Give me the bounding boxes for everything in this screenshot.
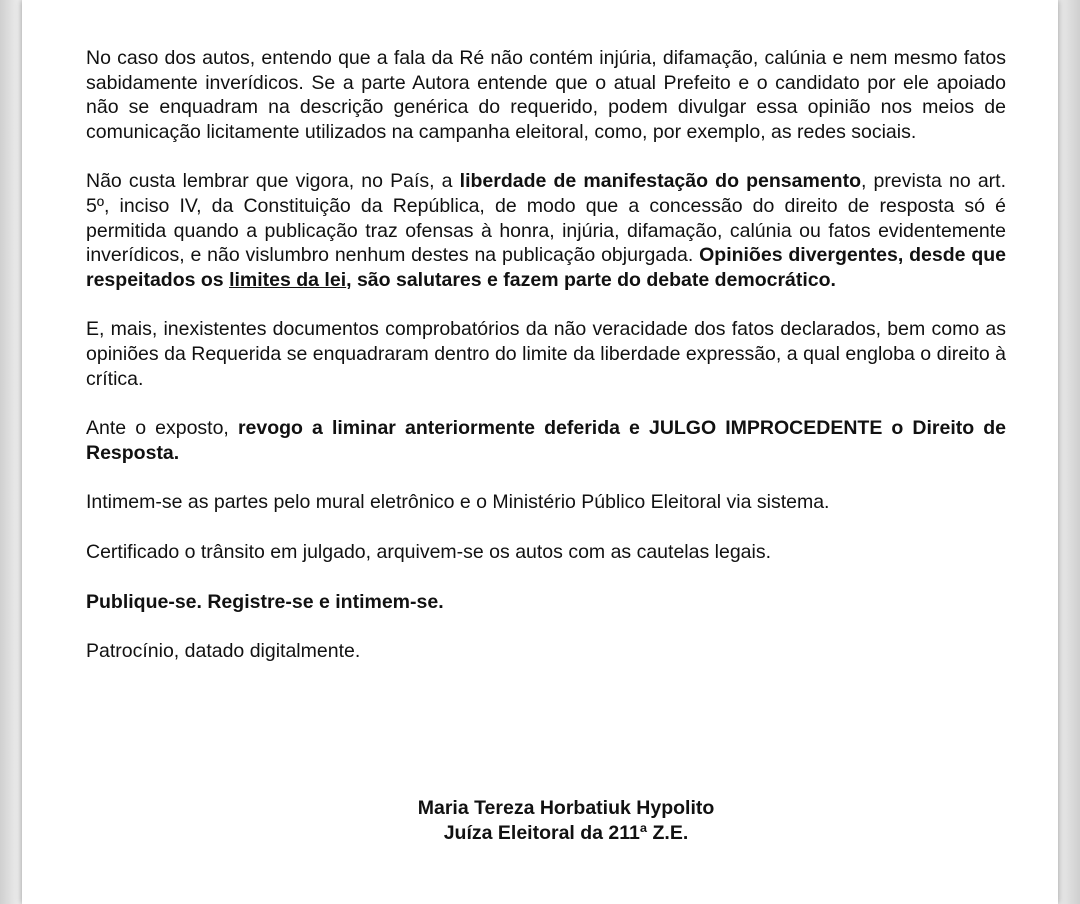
paragraph-7 <box>86 590 1006 615</box>
document-body <box>86 46 1006 689</box>
paragraph-2-text-a: Não custa lembrar que vigora, no País, a <box>86 170 460 193</box>
signature-name: Maria Tereza Horbatiuk Hypolito <box>417 797 715 819</box>
paragraph-3: E, mais, inexistentes documentos comprobatórios da não veracidade dos fatos declarados, bem como as opiniões da Requerida se enquadraram dentro do limite da liberdade expressão, a qual engloba o direito à crítica. <box>86 318 1006 390</box>
paragraph-4-text-a: Ante o exposto, <box>86 417 238 440</box>
paragraph-4-bold-ruling: revogo a liminar anteriormente deferida e JULGO IMPROCEDENTE o Direito de Resposta. <box>86 417 1006 464</box>
paragraph-2-bold-freedom: liberdade de manifestação do pensamento <box>459 170 861 193</box>
paragraph-6: Certificado o trânsito em julgado, arquivem-se os autos com as cautelas legais. <box>86 540 772 563</box>
signature-title: Juíza Eleitoral da 211ª Z.E. <box>443 821 689 844</box>
paragraph-8: Patrocínio, datado digitalmente. <box>86 640 361 663</box>
signature-block <box>86 796 1046 845</box>
document-page <box>22 0 1058 904</box>
paragraph-2-bold-democratic: , são salutares e fazem parte do debate democrático. <box>346 268 836 291</box>
paragraph-2-bold-underline-law: limites da lei <box>229 268 347 291</box>
paragraph-2-bold-opinions: Opiniões divergentes, desde que respeitados os <box>86 244 1006 291</box>
paragraph-5: Intimem-se as partes pelo mural eletrônico e o Ministério Público Eleitoral via sistema. <box>86 491 830 514</box>
paragraph-2 <box>86 169 1006 292</box>
paragraph-7-bold: Publique-se. Registre-se e intimem-se. <box>86 590 444 613</box>
paragraph-1: No caso dos autos, entendo que a fala da Ré não contém injúria, difamação, calúnia e nem mesmo fatos sabidamente inverídicos. Se a parte Autora entende que o atual Prefeito e o candidato por ele apoiado não se enquadram na descrição genérica do requerido, podem divulgar essa opinião nos meios de comunicação licitamente utilizados na campanha eleitoral, como, por exemplo, as redes sociais. <box>86 47 1006 143</box>
paragraph-2-text-c: , prevista no art. 5º, inciso IV, da Constituição da República, de modo que a concessão do direito de resposta só é permitida quando a publicação traz ofensas à honra, injúria, difamação, calúnia ou fatos evidentemente inverídicos, e não vislumbro nenhum destes na publicação objurgada. <box>86 170 1006 267</box>
paragraph-4 <box>86 416 1006 465</box>
